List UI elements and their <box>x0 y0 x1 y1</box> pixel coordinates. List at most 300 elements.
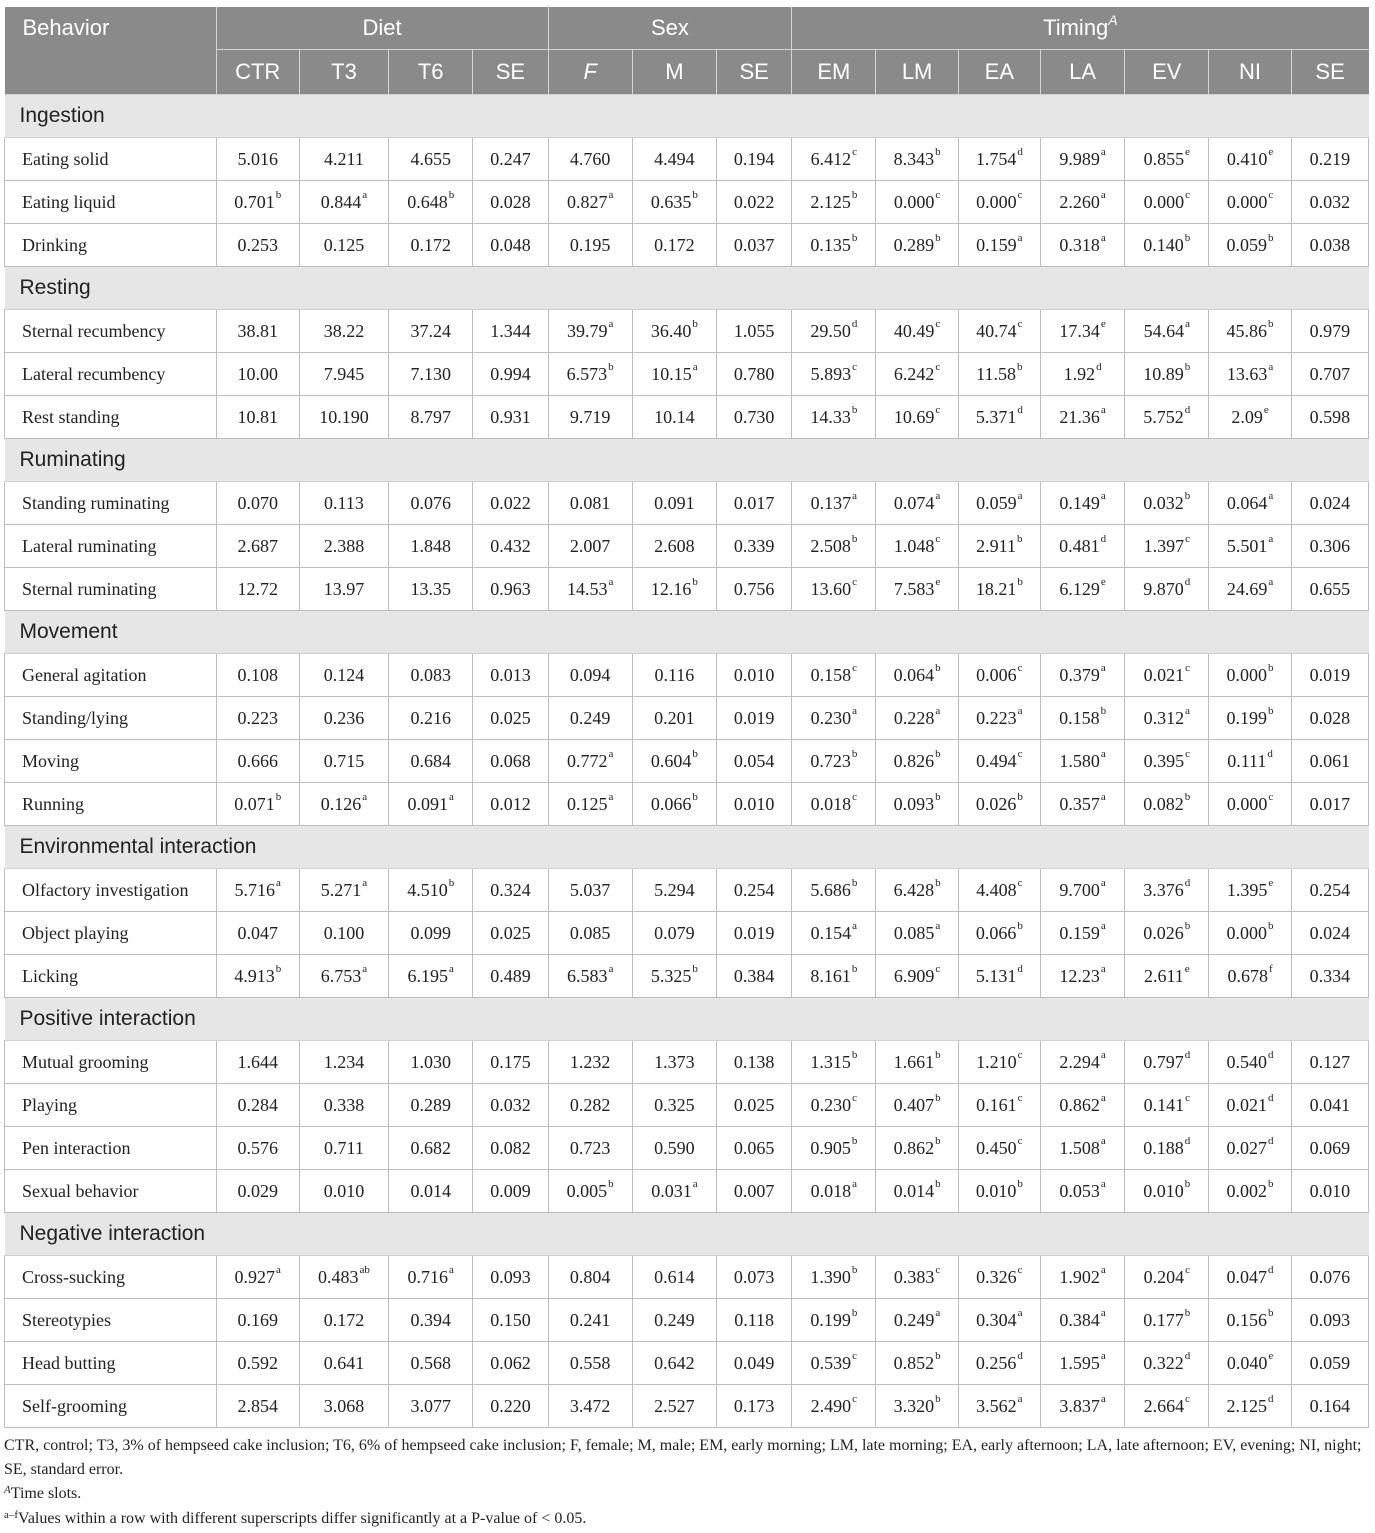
table-cell <box>1125 1084 1209 1127</box>
cell-superscript: b <box>851 1048 858 1061</box>
table-cell <box>1125 1385 1209 1428</box>
cell-value: 0.025 <box>733 1094 775 1115</box>
cell-value: 6.428 <box>893 879 935 900</box>
table-cell <box>632 310 716 353</box>
table-cell <box>1125 396 1209 439</box>
table-cell <box>216 396 299 439</box>
table-cell <box>548 740 632 783</box>
section-title: Environmental interaction <box>5 826 1369 869</box>
table-cell <box>632 568 716 611</box>
footnote-text: Time slots. <box>10 1485 82 1502</box>
cell-superscript: d <box>1184 1134 1191 1147</box>
cell-value: 0.017 <box>1309 793 1351 814</box>
cell-value: 10.14 <box>654 406 695 427</box>
cell-value: 5.686 <box>810 879 851 900</box>
header-group-superscript: A <box>1108 12 1118 28</box>
cell-value: 1.210 <box>976 1051 1017 1072</box>
cell-value: 1.92 <box>1063 363 1096 384</box>
cell-value: 0.118 <box>734 1309 775 1330</box>
cell-superscript: c <box>1268 790 1274 803</box>
table-cell <box>548 181 632 224</box>
cell-superscript: c <box>852 360 858 373</box>
cell-value: 0.071 <box>234 793 275 814</box>
cell-superscript: c <box>1185 747 1190 760</box>
cell-value: 0.862 <box>1059 1094 1100 1115</box>
cell-value: 0.979 <box>1309 320 1351 341</box>
cell-superscript: a <box>1185 704 1190 717</box>
cell-superscript: c <box>852 1091 858 1104</box>
table-cell <box>473 482 548 525</box>
table-cell <box>1291 955 1368 998</box>
header-group-label: Sex <box>650 15 689 40</box>
table-cell <box>389 1041 473 1084</box>
row-label: Sternal ruminating <box>5 568 217 611</box>
cell-value: 0.082 <box>1143 793 1184 814</box>
table-cell <box>958 955 1040 998</box>
cell-value: 0.395 <box>1143 750 1185 771</box>
column-header: T3 <box>299 50 388 95</box>
table-cell <box>1040 1342 1124 1385</box>
table-cell <box>216 869 299 912</box>
table-cell <box>216 224 299 267</box>
cell-value: 9.700 <box>1059 879 1100 900</box>
table-cell <box>1125 869 1209 912</box>
cell-superscript: d <box>1184 1349 1191 1362</box>
cell-value: 0.216 <box>410 707 451 728</box>
cell-value: 0.000 <box>976 191 1017 212</box>
table-cell <box>958 783 1040 826</box>
cell-value: 0.100 <box>323 922 365 943</box>
cell-value: 0.066 <box>650 793 692 814</box>
table-cell <box>548 525 632 568</box>
table-cell <box>299 783 388 826</box>
table-cell <box>1040 181 1124 224</box>
cell-value: 0.022 <box>733 191 775 212</box>
table-cell <box>792 1127 876 1170</box>
cell-value: 5.752 <box>1143 406 1184 427</box>
table-cell <box>958 1342 1040 1385</box>
cell-superscript: a <box>1100 188 1106 201</box>
table-cell <box>473 783 548 826</box>
cell-superscript: b <box>1017 532 1023 545</box>
table-cell <box>792 1385 876 1428</box>
cell-value: 0.604 <box>650 750 692 771</box>
table-cell <box>216 783 299 826</box>
table-cell <box>1125 783 1209 826</box>
cell-superscript: b <box>448 188 455 201</box>
cell-value: 0.540 <box>1226 1051 1268 1072</box>
cell-superscript: a <box>1100 1349 1106 1362</box>
cell-value: 0.135 <box>810 234 851 255</box>
table-cell <box>389 654 473 697</box>
cell-superscript: b <box>1268 231 1274 244</box>
table-cell <box>632 783 716 826</box>
table-cell <box>389 1170 473 1213</box>
cell-superscript: b <box>851 532 858 545</box>
table-cell <box>1040 1084 1124 1127</box>
cell-value: 0.083 <box>410 664 451 685</box>
section-row <box>5 439 1369 482</box>
table-cell <box>216 1127 299 1170</box>
table-cell <box>216 568 299 611</box>
table-cell <box>1209 224 1291 267</box>
cell-superscript: e <box>1263 403 1269 416</box>
cell-value: 0.032 <box>1143 492 1184 513</box>
cell-superscript: d <box>1017 962 1023 975</box>
table-cell <box>958 224 1040 267</box>
table-row <box>5 697 1369 740</box>
cell-superscript: b <box>935 1048 941 1061</box>
section-row <box>5 267 1369 310</box>
section-title: Positive interaction <box>5 998 1369 1041</box>
cell-value: 0.138 <box>733 1051 775 1072</box>
cell-value: 0.394 <box>410 1309 451 1330</box>
cell-superscript: c <box>1185 188 1190 201</box>
table-cell <box>792 310 876 353</box>
cell-value: 3.472 <box>569 1395 611 1416</box>
cell-superscript: a <box>935 1306 941 1319</box>
table-cell <box>548 1342 632 1385</box>
row-label: Object playing <box>5 912 217 955</box>
cell-value: 1.644 <box>237 1051 278 1072</box>
table-cell <box>876 654 958 697</box>
cell-superscript: d <box>1268 1263 1274 1276</box>
behavior-table <box>4 7 1369 1428</box>
cell-value: 2.911 <box>976 535 1016 556</box>
column-header: CTR <box>216 50 299 95</box>
cell-superscript: a <box>1100 1392 1106 1405</box>
table-cell <box>1040 1256 1124 1299</box>
cell-value: 1.595 <box>1059 1352 1100 1373</box>
table-cell <box>792 1342 876 1385</box>
table-cell <box>1291 654 1368 697</box>
table-cell <box>1040 224 1124 267</box>
column-header: LA <box>1040 50 1124 95</box>
cell-value: 4.760 <box>569 148 611 169</box>
cell-superscript: d <box>1096 360 1102 373</box>
table-cell <box>632 138 716 181</box>
cell-value: 0.256 <box>975 1352 1017 1373</box>
cell-value: 0.059 <box>976 492 1017 513</box>
table-cell <box>216 654 299 697</box>
cell-superscript: b <box>1268 1306 1274 1319</box>
table-cell <box>876 869 958 912</box>
table-row <box>5 482 1369 525</box>
cell-superscript: a <box>362 962 368 975</box>
table-cell <box>473 1385 548 1428</box>
cell-value: 0.093 <box>490 1266 531 1287</box>
table-cell <box>1291 525 1368 568</box>
table-cell <box>473 1256 548 1299</box>
table-cell <box>473 1084 548 1127</box>
cell-value: 0.000 <box>1226 793 1268 814</box>
cell-value: 10.89 <box>1143 363 1184 384</box>
cell-superscript: b <box>851 1263 858 1276</box>
table-cell <box>1125 912 1209 955</box>
cell-value: 0.025 <box>490 707 531 728</box>
table-row <box>5 138 1369 181</box>
section-row <box>5 826 1369 869</box>
table-cell <box>1209 568 1291 611</box>
cell-value: 2.608 <box>654 535 695 556</box>
table-cell <box>632 1256 716 1299</box>
table-cell <box>876 1299 958 1342</box>
table-cell <box>792 396 876 439</box>
cell-value: 18.21 <box>975 578 1017 599</box>
cell-value: 0.154 <box>810 922 852 943</box>
table-cell <box>792 353 876 396</box>
row-label: Playing <box>5 1084 217 1127</box>
cell-value: 0.081 <box>569 492 611 513</box>
cell-value: 2.125 <box>1226 1395 1268 1416</box>
cell-value: 0.076 <box>410 492 451 513</box>
cell-value: 0.061 <box>1309 750 1351 771</box>
cell-value: 10.81 <box>237 406 278 427</box>
table-cell <box>389 1256 473 1299</box>
table-row <box>5 1041 1369 1084</box>
cell-value: 0.641 <box>323 1352 365 1373</box>
table-cell <box>1209 1170 1291 1213</box>
table-cell <box>958 138 1040 181</box>
cell-value: 9.989 <box>1059 148 1100 169</box>
cell-value: 0.494 <box>976 750 1017 771</box>
cell-value: 13.35 <box>410 578 451 599</box>
cell-value: 0.642 <box>654 1352 695 1373</box>
table-cell <box>717 1084 792 1127</box>
table-cell <box>717 568 792 611</box>
table-cell <box>1040 697 1124 740</box>
cell-superscript: a <box>1100 231 1106 244</box>
cell-value: 0.780 <box>733 363 775 384</box>
table-cell <box>299 869 388 912</box>
cell-superscript: b <box>851 747 858 760</box>
cell-value: 0.407 <box>893 1094 935 1115</box>
table-cell <box>792 482 876 525</box>
cell-value: 1.395 <box>1226 879 1268 900</box>
cell-value: 1.397 <box>1143 535 1185 556</box>
cell-value: 0.284 <box>237 1094 278 1115</box>
table-cell <box>389 912 473 955</box>
table-cell <box>632 1127 716 1170</box>
cell-value: 0.000 <box>893 191 935 212</box>
cell-superscript: a <box>1268 575 1274 588</box>
table-cell <box>717 310 792 353</box>
cell-value: 2.490 <box>810 1395 852 1416</box>
cell-value: 0.826 <box>893 750 935 771</box>
cell-value: 0.093 <box>893 793 935 814</box>
table-cell <box>473 654 548 697</box>
table-cell <box>389 1299 473 1342</box>
table-cell <box>548 912 632 955</box>
table-cell <box>548 482 632 525</box>
table-body <box>5 95 1369 1428</box>
table-cell <box>1125 568 1209 611</box>
cell-value: 0.021 <box>1226 1094 1268 1115</box>
cell-superscript: a <box>1017 704 1023 717</box>
row-label: Head butting <box>5 1342 217 1385</box>
cell-superscript: a <box>852 489 858 502</box>
table-cell <box>1209 1127 1291 1170</box>
column-header: SE <box>717 50 792 95</box>
table-cell <box>792 912 876 955</box>
table-cell <box>216 1170 299 1213</box>
table-cell <box>717 654 792 697</box>
cell-superscript: a <box>692 1177 698 1190</box>
cell-value: 13.63 <box>1226 363 1268 384</box>
cell-superscript: a <box>1185 317 1190 330</box>
section-title: Movement <box>5 611 1369 654</box>
table-cell <box>473 912 548 955</box>
cell-value: 0.219 <box>1309 148 1351 169</box>
table-cell <box>473 1127 548 1170</box>
cell-value: 0.024 <box>1309 492 1351 513</box>
cell-value: 4.211 <box>324 148 364 169</box>
cell-value: 12.72 <box>237 578 278 599</box>
cell-value: 0.010 <box>323 1180 365 1201</box>
cell-superscript: a <box>1017 1392 1023 1405</box>
table-cell <box>216 740 299 783</box>
cell-superscript: c <box>1017 1091 1023 1104</box>
table-cell <box>958 310 1040 353</box>
cell-superscript: d <box>1100 532 1107 545</box>
cell-value: 0.116 <box>654 664 695 685</box>
table-cell <box>958 697 1040 740</box>
row-label: Lateral ruminating <box>5 525 217 568</box>
table-cell <box>1291 1127 1368 1170</box>
table-cell <box>1040 955 1124 998</box>
table-cell <box>1125 697 1209 740</box>
table-cell <box>958 525 1040 568</box>
row-label: Mutual grooming <box>5 1041 217 1084</box>
cell-value: 0.247 <box>490 148 531 169</box>
table-cell <box>216 1385 299 1428</box>
cell-superscript: b <box>935 1392 941 1405</box>
row-label: Eating liquid <box>5 181 217 224</box>
table-cell <box>473 138 548 181</box>
cell-superscript: b <box>1268 704 1274 717</box>
table-cell <box>876 1084 958 1127</box>
cell-value: 0.905 <box>810 1137 851 1158</box>
cell-value: 12.23 <box>1059 965 1100 986</box>
cell-value: 0.047 <box>237 922 278 943</box>
table-cell <box>473 697 548 740</box>
header-behavior: Behavior <box>5 7 217 95</box>
cell-value: 0.069 <box>1309 1137 1351 1158</box>
table-cell <box>958 1170 1040 1213</box>
table-cell <box>1125 654 1209 697</box>
table-cell <box>958 396 1040 439</box>
header-group-sex <box>548 7 792 50</box>
column-header: LM <box>876 50 958 95</box>
column-header: EV <box>1125 50 1209 95</box>
table-cell <box>1291 1084 1368 1127</box>
cell-value: 0.177 <box>1143 1309 1184 1330</box>
cell-superscript: c <box>1185 1392 1190 1405</box>
cell-superscript: c <box>1017 1048 1023 1061</box>
table-cell <box>1040 396 1124 439</box>
row-label: Cross-sucking <box>5 1256 217 1299</box>
cell-superscript: a <box>1100 1091 1106 1104</box>
cell-value: 1.232 <box>569 1051 611 1072</box>
table-cell <box>717 1127 792 1170</box>
table-cell <box>1125 138 1209 181</box>
row-label: Licking <box>5 955 217 998</box>
table-cell <box>717 1170 792 1213</box>
cell-value: 0.040 <box>1226 1352 1268 1373</box>
cell-superscript: a <box>1100 1048 1106 1061</box>
cell-superscript: b <box>1100 704 1107 717</box>
table-cell <box>389 568 473 611</box>
table-cell <box>958 353 1040 396</box>
table-cell <box>876 783 958 826</box>
cell-value: 0.772 <box>566 750 608 771</box>
cell-value: 0.655 <box>1309 578 1351 599</box>
cell-value: 0.019 <box>733 922 775 943</box>
cell-value: 0.282 <box>569 1094 611 1115</box>
cell-value: 0.701 <box>234 191 275 212</box>
table-cell <box>389 955 473 998</box>
column-header: EM <box>792 50 876 95</box>
table-cell <box>1209 654 1291 697</box>
cell-superscript: e <box>1268 145 1274 158</box>
cell-superscript: b <box>275 188 282 201</box>
cell-value: 0.253 <box>237 234 278 255</box>
cell-superscript: b <box>935 876 941 889</box>
table-header <box>5 7 1369 95</box>
table-cell <box>1209 912 1291 955</box>
cell-value: 0.049 <box>733 1352 775 1373</box>
cell-value: 5.716 <box>234 879 276 900</box>
cell-value: 0.159 <box>976 234 1017 255</box>
cell-value: 0.723 <box>810 750 851 771</box>
table-cell <box>299 1385 388 1428</box>
cell-value: 4.510 <box>407 879 448 900</box>
cell-value: 0.450 <box>976 1137 1017 1158</box>
cell-value: 0.173 <box>733 1395 775 1416</box>
table-cell <box>632 1084 716 1127</box>
table-cell <box>1040 654 1124 697</box>
table-cell <box>299 697 388 740</box>
table-cell <box>548 224 632 267</box>
table-cell <box>1291 1041 1368 1084</box>
cell-value: 54.64 <box>1143 320 1185 341</box>
cell-value: 0.590 <box>654 1137 695 1158</box>
table-cell <box>548 310 632 353</box>
table-cell <box>792 869 876 912</box>
table-cell <box>717 1385 792 1428</box>
cell-value: 0.194 <box>733 148 775 169</box>
cell-value: 0.022 <box>490 492 531 513</box>
cell-value: 0.254 <box>1309 879 1351 900</box>
cell-value: 0.598 <box>1309 406 1351 427</box>
table-cell <box>792 740 876 783</box>
column-header: F <box>548 50 632 95</box>
cell-superscript: b <box>275 962 282 975</box>
cell-superscript: c <box>1017 661 1023 674</box>
cell-superscript: b <box>1017 919 1023 932</box>
table-row <box>5 955 1369 998</box>
table-cell <box>717 783 792 826</box>
table-row <box>5 1342 1369 1385</box>
table-cell <box>548 138 632 181</box>
table-cell <box>299 654 388 697</box>
cell-value: 2.09 <box>1231 406 1263 427</box>
section-row <box>5 611 1369 654</box>
table-cell <box>389 138 473 181</box>
table-cell <box>1209 396 1291 439</box>
cell-value: 0.318 <box>1059 234 1100 255</box>
table-cell <box>1291 1385 1368 1428</box>
